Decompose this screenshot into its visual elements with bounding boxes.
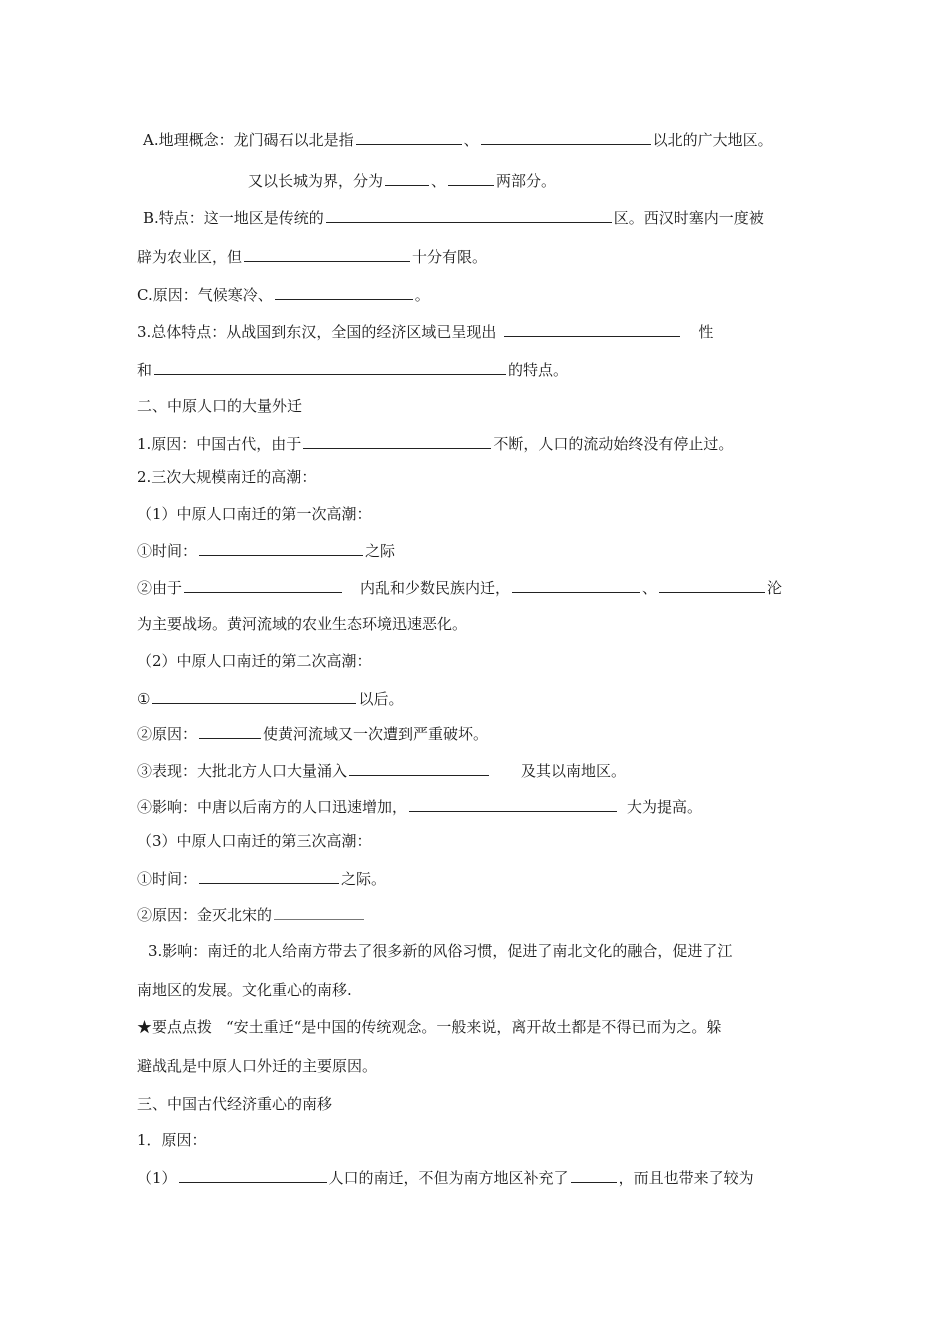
line-text: 区。西汉时塞内一度被 bbox=[613, 209, 764, 227]
line-text: 、 bbox=[431, 172, 447, 190]
fill-blank[interactable] bbox=[349, 759, 489, 776]
text-line bbox=[137, 722, 488, 744]
text-line bbox=[143, 128, 773, 150]
line-text: ②由于 bbox=[137, 579, 183, 597]
line-text: 十分有限。 bbox=[412, 248, 488, 266]
line-text: 的特点。 bbox=[508, 361, 569, 379]
line-text: 避战乱是中原人口外迁的主要原因。 bbox=[137, 1057, 378, 1075]
line-text: 之际 bbox=[365, 542, 396, 560]
fill-blank[interactable] bbox=[448, 169, 494, 186]
line-text: 辟为农业区，但 bbox=[137, 248, 243, 266]
line-text: 南地区的发展。文化重心的南移. bbox=[137, 981, 352, 999]
line-text: 又以长城为界，分为 bbox=[248, 172, 384, 190]
text-line bbox=[248, 169, 556, 191]
line-text: 人口的南迁，不但为南方地区补充了 bbox=[328, 1169, 569, 1187]
line-text: 性 bbox=[698, 323, 714, 341]
text-line bbox=[137, 539, 395, 561]
text-line bbox=[137, 358, 568, 380]
line-text: 和 bbox=[137, 361, 153, 379]
line-text: 两部分。 bbox=[496, 172, 557, 190]
line-text: 及其以南地区。 bbox=[521, 762, 627, 780]
line-text: 之际。 bbox=[341, 870, 387, 888]
text-line bbox=[148, 941, 732, 961]
line-text: B.特点：这一地区是传统的 bbox=[143, 209, 324, 227]
line-text: ，而且也带来了较为 bbox=[618, 1169, 754, 1187]
text-line bbox=[137, 867, 386, 889]
text-line bbox=[137, 504, 372, 524]
text-line bbox=[137, 1056, 377, 1076]
text-line bbox=[137, 795, 702, 817]
key-point-note bbox=[137, 1017, 721, 1037]
section-heading bbox=[137, 396, 302, 416]
fill-blank[interactable] bbox=[571, 1166, 617, 1183]
text-line bbox=[137, 687, 403, 709]
fill-blank[interactable] bbox=[184, 576, 342, 593]
key-point-label: ★要点点拨 bbox=[137, 1018, 213, 1036]
line-text: 3.总体特点：从战国到东汉，全国的经济区域已呈现出 bbox=[137, 323, 497, 341]
fill-blank[interactable] bbox=[385, 169, 429, 186]
text-line bbox=[137, 320, 713, 342]
fill-blank[interactable] bbox=[244, 245, 410, 262]
text-line bbox=[137, 576, 782, 598]
fill-blank[interactable] bbox=[199, 539, 363, 556]
fill-blank[interactable] bbox=[481, 128, 651, 145]
fill-blank[interactable] bbox=[154, 358, 506, 375]
line-text: ① bbox=[137, 690, 151, 708]
fill-blank[interactable] bbox=[275, 283, 413, 300]
fill-blank[interactable] bbox=[199, 722, 261, 739]
line-text: （1） bbox=[137, 1169, 177, 1187]
line-text: 沦 bbox=[767, 579, 783, 597]
line-text: 大为提高。 bbox=[627, 798, 703, 816]
fill-blank[interactable] bbox=[303, 432, 491, 449]
line-text: （2）中原人口南迁的第二次高潮： bbox=[137, 652, 372, 670]
line-text: 3.影响：南迁的北人给南方带去了很多新的风俗习惯，促进了南北文化的融合，促进了江 bbox=[148, 942, 733, 960]
line-text: （3）中原人口南迁的第三次高潮： bbox=[137, 832, 372, 850]
text-line bbox=[137, 980, 352, 1000]
line-text: 三、中国古代经济重心的南移 bbox=[137, 1095, 333, 1113]
line-text: 二、中原人口的大量外迁 bbox=[137, 397, 303, 415]
fill-blank[interactable] bbox=[659, 576, 765, 593]
fill-blank[interactable] bbox=[274, 903, 364, 920]
line-text: ①时间： bbox=[137, 870, 198, 888]
line-text: 、 bbox=[463, 131, 479, 149]
text-line bbox=[137, 1130, 207, 1150]
text-line bbox=[137, 283, 430, 305]
line-text: ②原因： bbox=[137, 725, 198, 743]
fill-blank[interactable] bbox=[152, 687, 356, 704]
line-text: ④影响：中唐以后南方的人口迅速增加， bbox=[137, 798, 408, 816]
fill-blank[interactable] bbox=[356, 128, 462, 145]
text-line bbox=[137, 467, 316, 487]
text-line bbox=[137, 432, 733, 454]
text-line bbox=[137, 831, 372, 851]
line-text: 、 bbox=[642, 579, 658, 597]
line-text: 1．原因： bbox=[137, 1131, 207, 1149]
line-text: ③表现：大批北方人口大量涌入 bbox=[137, 762, 348, 780]
line-text: 以北的广大地区。 bbox=[652, 131, 773, 149]
line-text: 为主要战场。黄河流域的农业生态环境迅速恶化。 bbox=[137, 615, 468, 633]
fill-blank[interactable] bbox=[504, 320, 680, 337]
line-text: （1）中原人口南迁的第一次高潮： bbox=[137, 505, 372, 523]
text-line bbox=[143, 206, 764, 228]
line-text: A.地理概念：龙门碣石以北是指 bbox=[143, 131, 354, 149]
line-text: C.原因：气候寒冷、 bbox=[137, 286, 273, 304]
line-text: 。 bbox=[414, 286, 430, 304]
fill-blank[interactable] bbox=[409, 795, 617, 812]
line-text: 以后。 bbox=[358, 690, 404, 708]
text-line bbox=[137, 651, 372, 671]
line-text: 内乱和少数民族内迁， bbox=[360, 579, 511, 597]
line-text: 不断，人口的流动始终没有停止过。 bbox=[493, 435, 734, 453]
fill-blank[interactable] bbox=[326, 206, 612, 223]
line-text: 使黄河流域又一次遭到严重破坏。 bbox=[263, 725, 489, 743]
fill-blank[interactable] bbox=[199, 867, 339, 884]
text-line bbox=[137, 1166, 754, 1188]
text-line bbox=[137, 245, 487, 267]
fill-blank[interactable] bbox=[179, 1166, 327, 1183]
line-text: ①时间： bbox=[137, 542, 198, 560]
section-heading bbox=[137, 1094, 332, 1114]
line-text: “安土重迁“是中国的传统观念。一般来说，离开故土都是不得已而为之。躲 bbox=[226, 1018, 722, 1036]
line-text: 2.三次大规模南迁的高潮： bbox=[137, 468, 317, 486]
text-line bbox=[137, 614, 467, 634]
text-line bbox=[137, 903, 366, 925]
text-line bbox=[137, 759, 626, 781]
fill-blank[interactable] bbox=[512, 576, 640, 593]
line-text: 1.原因：中国古代，由于 bbox=[137, 435, 302, 453]
line-text: ②原因：金灭北宋的 bbox=[137, 906, 273, 924]
